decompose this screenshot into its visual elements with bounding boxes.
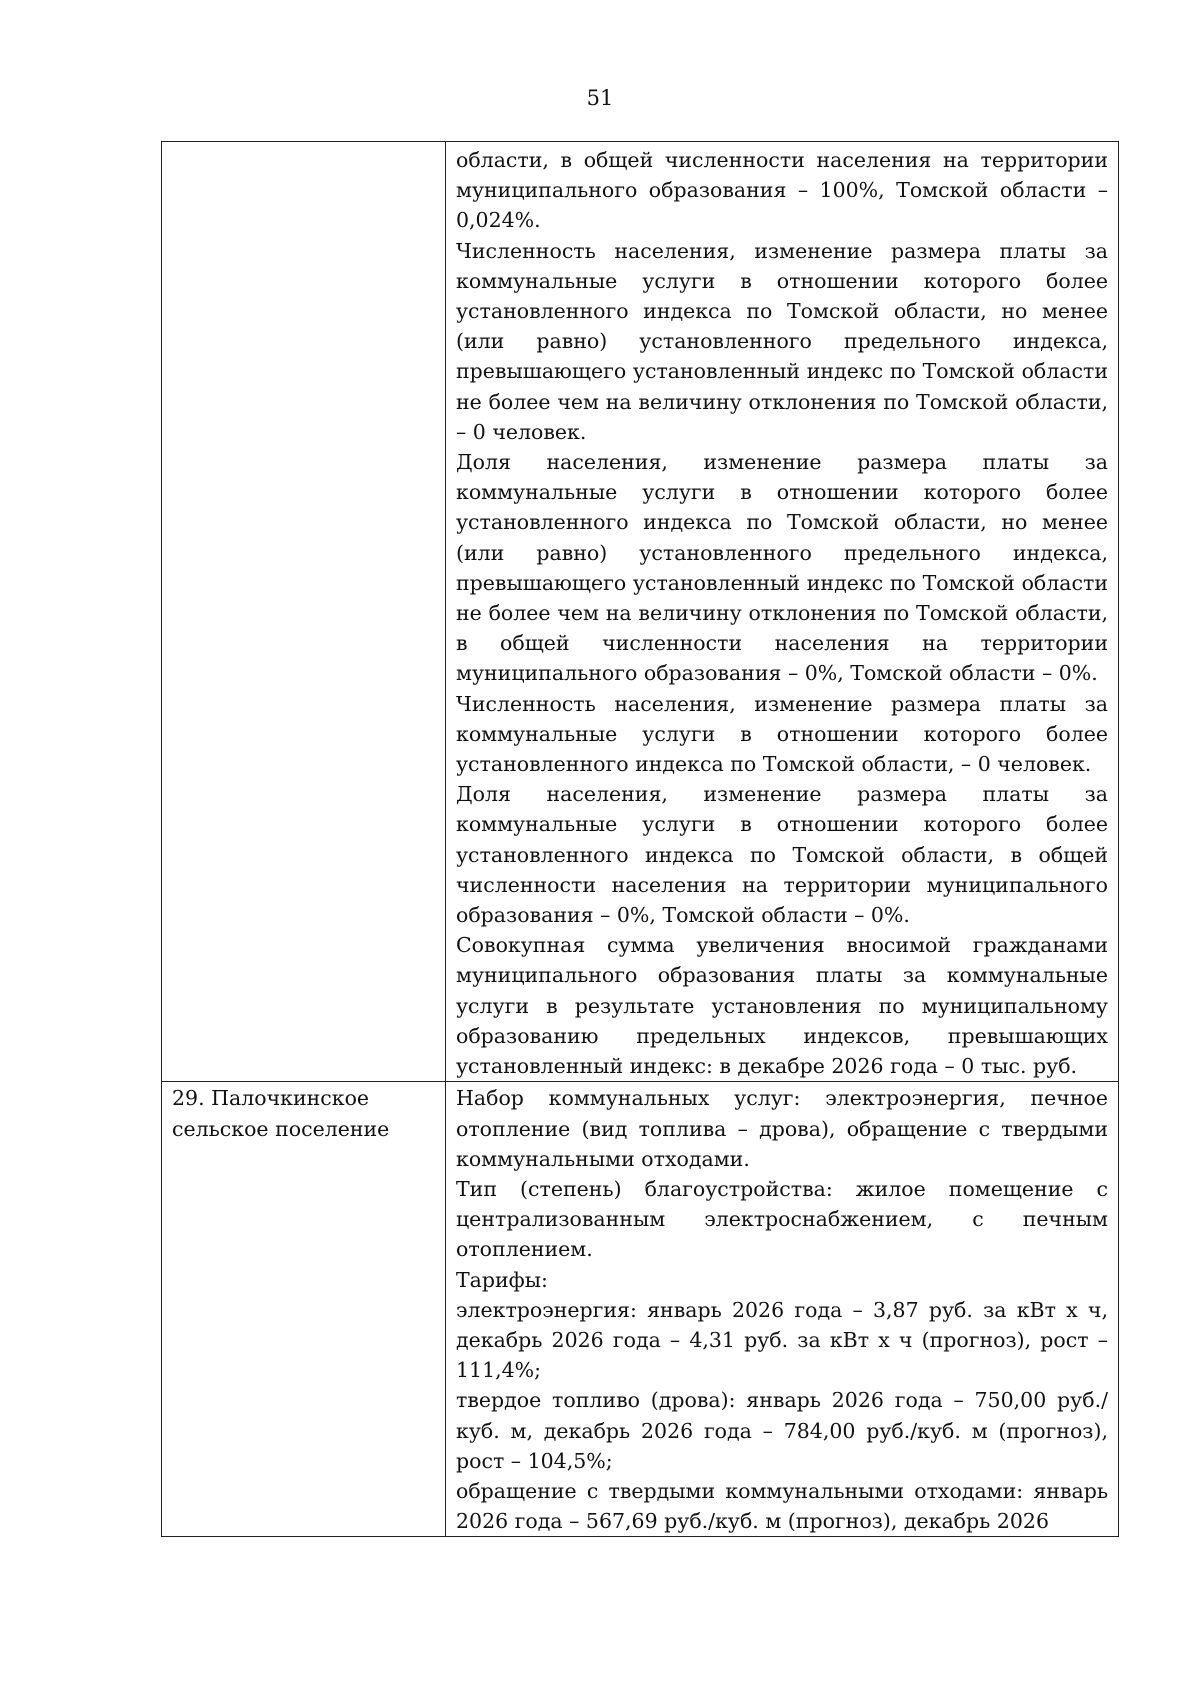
description-cell — [446, 142, 1119, 1082]
paragraph: Доля населения, изменение размера платы за коммунальные услуги в отношении которого более установленного индекса по Томской области, но менее (или равно) установленного предельного индекса, превышающего установленный индекс по Томской области не более чем на величину отклонения по Томской области, в общей численности населения на территории муниципального образования – 0%, Томской области – 0%. — [456, 450, 1108, 686]
table-row — [162, 1082, 1119, 1537]
paragraph: Тарифы: — [456, 1267, 548, 1292]
paragraph: Доля населения, изменение размера платы за коммунальные услуги в отношении которого более установленного индекса по Томской области, в общей численности населения на территории муниципального образования – 0%, Томской области – 0%. — [456, 782, 1108, 928]
paragraph: Тип (степень) благоустройства: жилое помещение с централизованным электроснабжением, с печным отоплением. — [456, 1176, 1108, 1262]
paragraph: твердое топливо (дрова): январь 2026 года – 750,00 руб./куб. м, декабрь 2026 года – 784,00 руб./куб. м (прогноз), рост – 104,5%; — [456, 1388, 1108, 1473]
paragraph: Набор коммунальных услуг: электроэнергия, печное отопление (вид топлива – дрова), обращение с твердыми коммунальными отходами. — [456, 1086, 1108, 1171]
table-row — [162, 142, 1119, 1082]
page-number: 51 — [586, 86, 614, 110]
paragraph: электроэнергия: январь 2026 года – 3,87 руб. за кВт х ч, декабрь 2026 года – 4,31 руб. за кВт х ч (прогноз), рост – 111,4%; — [456, 1297, 1108, 1383]
paragraph: обращение с твердыми коммунальными отходами: январь 2026 года – 567,69 руб./куб. м (прогноз), декабрь 2026 — [456, 1478, 1108, 1534]
municipality-name-cell — [162, 142, 446, 1082]
paragraph: Совокупная сумма увеличения вносимой гражданами муниципального образования платы за коммунальные услуги в результате установления по муниципальному образованию предельных индексов, превышающих установленный индекс: в декабре 2026 года – 0 тыс. руб. — [456, 933, 1108, 1079]
paragraph: области, в общей численности населения на территории муниципального образования – 100%, Томской области – 0,024%. — [456, 148, 1108, 233]
tariff-table — [161, 141, 1119, 1537]
paragraph: Численность населения, изменение размера платы за коммунальные услуги в отношении которого более установленного индекса по Томской области, но менее (или равно) установленного предельного индекса, превышающего установленный индекс по Томской области не более чем на величину отклонения по Томской области, – 0 человек. — [456, 238, 1108, 444]
description-cell — [446, 1082, 1119, 1537]
municipality-name-cell: 29. Палочкинское сельское поселение — [162, 1082, 446, 1537]
paragraph: Численность населения, изменение размера платы за коммунальные услуги в отношении которого более установленного индекса по Томской области, – 0 человек. — [456, 691, 1108, 777]
